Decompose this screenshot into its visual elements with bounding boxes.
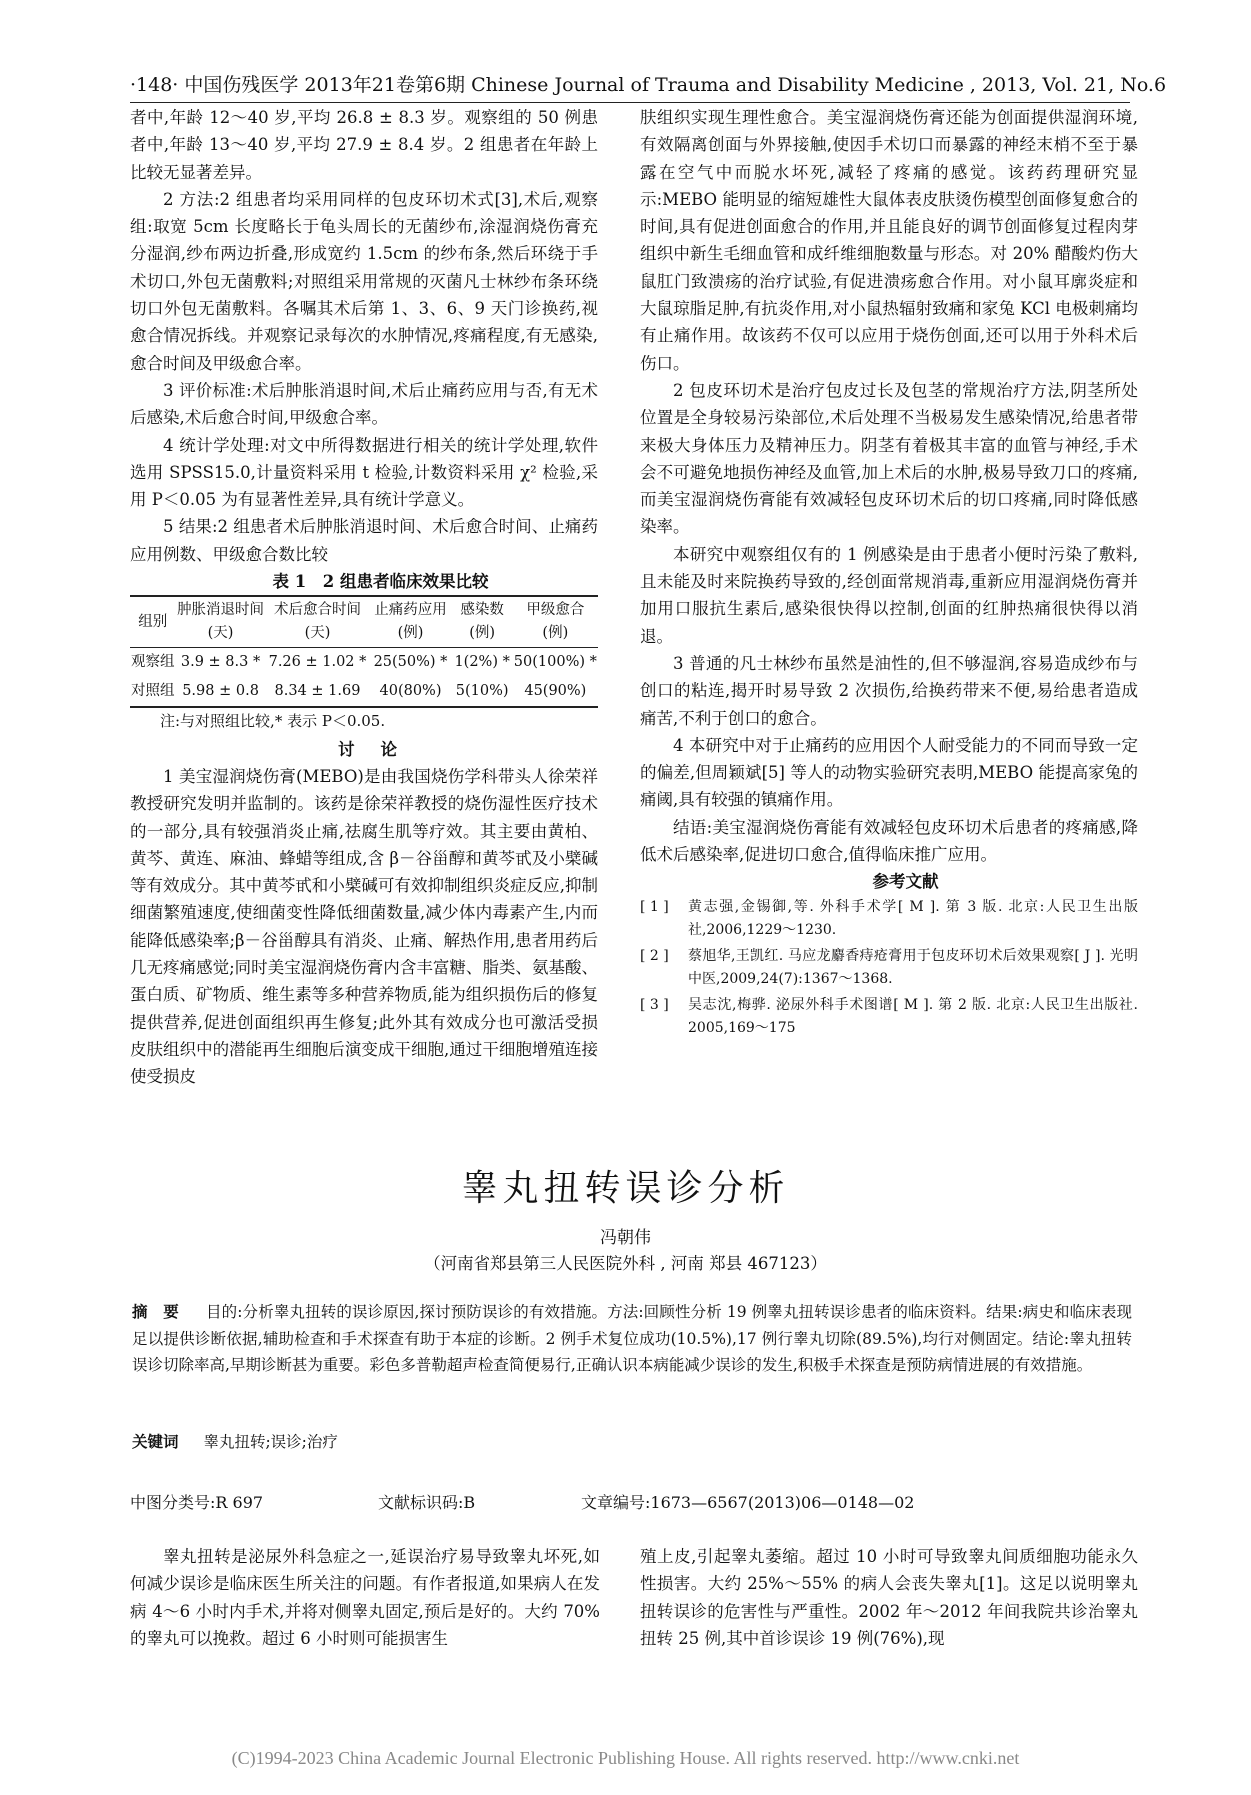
- table-cell: 25(50%) *: [373, 654, 448, 671]
- table-cell: 45(90%): [513, 677, 598, 707]
- reference-item: [640, 945, 1138, 991]
- table-cell: 40(80%): [369, 677, 451, 707]
- table-header: 术后愈合时间(天): [266, 596, 370, 648]
- reference-text: 吴志沈,梅骅. 泌尿外科手术图谱[ M ]. 第 2 版. 北京:人民卫生出版社. 2005,169～175: [688, 996, 1138, 1036]
- paragraph: 3 评价标准:术后肿胀消退时间,术后止痛药应用与否,有无术后感染,术后愈合时间,甲级愈合率。: [130, 380, 598, 428]
- table-cell: 5(10%): [452, 677, 513, 707]
- table-cell: 观察组: [131, 654, 175, 671]
- table-header: 感染数(例): [452, 596, 513, 648]
- header-rule: [130, 102, 1130, 103]
- table-cell: 5.98 ± 0.8: [176, 677, 266, 707]
- keywords-text: 睾丸扭转;误诊;治疗: [203, 1433, 338, 1451]
- left-column: [130, 104, 598, 1091]
- reference-item: [640, 994, 1138, 1040]
- discussion-heading: 讨论: [338, 739, 423, 759]
- article-title: 睾丸扭转误诊分析: [461, 1168, 790, 1209]
- reference-item: [640, 896, 1138, 942]
- reference-text: 黄志强,金锡御,等. 外科手术学[ M ]. 第 3 版. 北京:人民卫生出版社,2006,1229～1230.: [688, 898, 1138, 938]
- abstract-label: 摘 要: [132, 1302, 179, 1321]
- article-body-left: 睾丸扭转是泌尿外科急症之一,延误治疗易导致睾丸坏死,如何减少误诊是临床医生所关注的问题。有作者报道,如果病人在发病 4～6 小时内手术,并将对侧睾丸固定,预后是好的。大约 70% 的睾丸可以挽救。超过 6 小时则可能损害生: [130, 1547, 600, 1648]
- table-cell: 1(2%) *: [454, 654, 510, 671]
- abstract: [132, 1299, 1132, 1379]
- table-header: 组别: [130, 596, 176, 648]
- reference-text: 蔡旭华,王凯红. 马应龙麝香痔疮膏用于包皮环切术后效果观察[ J ]. 光明中医,2009,24(7):1367～1368.: [688, 947, 1138, 987]
- document-code: 文献标识码:B: [378, 1493, 476, 1512]
- paragraph: 1 美宝湿润烧伤膏(MEBO)是由我国烧伤学科带头人徐荣祥教授研究发明并监制的。该药是徐荣祥教授的烧伤湿性医疗技术的一部分,具有较强消炎止痛,祛腐生肌等疗效。其主要由黄柏、黄芩、黄连、麻油、蜂蜡等组成,含 β－谷甾醇和黄芩甙及小檗碱等有效成分。其中黄芩甙和小檗碱可有效抑制组织炎症反应,抑制细菌繁殖速度,使细菌变性降低细菌数量,减少体内毒素产生,内而能降低感染率;β－谷甾醇具有消炎、止痛、解热作用,患者用药后几无疼痛感觉;同时美宝湿润烧伤膏内含丰富糖、脂类、氨基酸、蛋白质、矿物质、维生素等多种营养物质,能为组织损伤后的修复提供营养,促进创面组织再生修复;此外其有效成分也可激活受损皮肤组织中的潜能再生细胞后演变成干细胞,通过干细胞增殖连接使受损皮: [130, 766, 598, 1087]
- table-cell: 8.34 ± 1.69: [266, 677, 370, 707]
- article-body-right: 殖上皮,引起睾丸萎缩。超过 10 小时可导致睾丸间质细胞功能永久性损害。大约 25%～55% 的病人会丧失睾丸[1]。这足以说明睾丸扭转误诊的危害性与严重性。2002 年～2012 年间我院共诊治睾丸扭转 25 例,其中首诊误诊 19 例(76%),现: [640, 1547, 1138, 1648]
- paragraph: 2 方法:2 组患者均采用同样的包皮环切术式[3],术后,观察组:取宽 5cm 长度略长于龟头周长的无菌纱布,涂湿润烧伤膏充分湿润,纱布两边折叠,形成宽约 1.5cm 的纱布条,然后环绕于手术切口,外包无菌敷料;对照组采用常规的灭菌凡士林纱布条环绕切口外包无菌敷料。各嘱其术后第 1、3、6、9 天门诊换药,视愈合情况拆线。并观察记录每次的水肿情况,疼痛程度,有无感染,愈合时间及甲级愈合率。: [130, 189, 598, 373]
- table-cell: 7.26 ± 1.02 *: [268, 654, 367, 671]
- table-row: [130, 677, 598, 707]
- article-affiliation: （河南省郑县第三人民医院外科 , 河南 郑县 467123）: [424, 1254, 827, 1273]
- paragraph: 5 结果:2 组患者术后肿胀消退时间、术后愈合时间、止痛药应用例数、甲级愈合数比较: [130, 517, 598, 564]
- table-note: 注:与对照组比较,* 表示 P＜0.05.: [160, 712, 386, 731]
- reference-number: [ 1 ]: [640, 898, 669, 915]
- paragraph: 肤组织实现生理性愈合。美宝湿润烧伤膏还能为创面提供湿润环境,有效隔离创面与外界接触,使因手术切口而暴露的神经末梢不至于暴露在空气中而脱水坏死,减轻了疼痛的感觉。该药药理研究显示:MEBO 能明显的缩短雄性大鼠体表皮肤烫伤模型创面修复愈合的时间,具有促进创面愈合的作用,并且能良好的调节创面修复过程肉芽组织中新生毛细血管和成纤维细胞数量与形态。对 20% 醋酸灼伤大鼠肛门致溃疡的治疗试验,有促进溃疡愈合作用。对小鼠耳廓炎症和大鼠琼脂足肿,有抗炎作用,对小鼠热辐射致痛和家兔 KCl 电极刺痛均有止痛作用。故该药不仅可以应用于烧伤创面,还可以用于外科术后伤口。: [640, 108, 1138, 373]
- table-caption: 表 1 2 组患者临床效果比较: [272, 572, 489, 592]
- paragraph: 3 普通的凡士林纱布虽然是油性的,但不够湿润,容易造成纱布与创口的粘连,揭开时易导致 2 次损伤,给换药带来不便,易给患者造成痛苦,不利于创口的愈合。: [640, 653, 1138, 728]
- references-heading: 参考文献: [872, 872, 939, 892]
- copyright-footer: (C)1994-2023 China Academic Journal Electronic Publishing House. All rights reserved. http://www.cnki.net: [231, 1748, 1020, 1768]
- reference-number: [ 2 ]: [640, 947, 669, 964]
- table-header-row: [130, 596, 598, 648]
- paragraph: 4 本研究中对于止痛药的应用因个人耐受能力的不同而导致一定的偏差,但周颖斌[5] 等人的动物实验研究表明,MEBO 能提高家兔的痛阈,具有较强的镇痛作用。: [640, 735, 1138, 810]
- table-cell: 50(100%) *: [513, 654, 597, 671]
- table-header: 肿胀消退时间(天): [176, 596, 266, 648]
- table-header: 止痛药应用(例): [369, 596, 451, 648]
- paragraph: 4 统计学处理:对文中所得数据进行相关的统计学处理,软件选用 SPSS15.0,计量资料采用 t 检验,计数资料采用 χ² 检验,采用 P＜0.05 为有显著性差异,具有统计学意义。: [130, 435, 598, 510]
- results-table: [130, 595, 598, 708]
- article-author: 冯朝伟: [600, 1228, 651, 1248]
- table-header: 甲级愈合(例): [513, 596, 598, 648]
- paragraph: 本研究中观察组仅有的 1 例感染是由于患者小便时污染了敷料,且未能及时来院换药导致的,经创面常规消毒,重新应用湿润烧伤膏并加用口服抗生素后,感染很快得以控制,创面的红肿热痛很快得以消退。: [640, 544, 1138, 646]
- table-cell: 对照组: [130, 677, 176, 707]
- article-number: 文章编号:1673—6567(2013)06—0148—02: [581, 1493, 915, 1512]
- paragraph: 2 包皮环切术是治疗包皮过长及包茎的常规治疗方法,阴茎所处位置是全身较易污染部位,术后处理不当极易发生感染情况,给患者带来极大身体压力及精神压力。阴茎有着极其丰富的血管与神经,手术会不可避免地损伤神经及血管,加上术后的水肿,极易导致刀口的疼痛,而美宝湿润烧伤膏能有效减轻包皮环切术后的切口疼痛,同时降低感染率。: [640, 380, 1138, 537]
- clc-number: 中图分类号:R 697: [130, 1493, 264, 1512]
- reference-number: [ 3 ]: [640, 996, 669, 1013]
- table-cell: 3.9 ± 8.3 *: [180, 654, 261, 671]
- table-row: [130, 648, 598, 678]
- abstract-body: 目的:分析睾丸扭转的误诊原因,探讨预防误诊的有效措施。方法:回顾性分析 19 例睾丸扭转误诊患者的临床资料。结果:病史和临床表现足以提供诊断依据,辅助检查和手术探查有助于本症的诊断。2 例手术复位成功(10.5%),17 例行睾丸切除(89.5%),均行对侧固定。结论:睾丸扭转误诊切除率高,早期诊断甚为重要。彩色多普勒超声检查简便易行,正确认识本病能减少误诊的发生,积极手术探查是预防病情进展的有效措施。: [132, 1303, 1132, 1374]
- running-head: ·148· 中国伤残医学 2013年21卷第6期 Chinese Journal of Trauma and Disability Medicine , 2013, Vol. 21, No.6: [130, 74, 1167, 96]
- paragraph: 结语:美宝湿润烧伤膏能有效减轻包皮环切术后患者的疼痛感,降低术后感染率,促进切口愈合,值得临床推广应用。: [640, 817, 1138, 865]
- keywords-label: 关键词: [132, 1432, 179, 1451]
- paragraph: 者中,年龄 12～40 岁,平均 26.8 ± 8.3 岁。观察组的 50 例患者中,年龄 13～40 岁,平均 27.9 ± 8.4 岁。2 组患者在年龄上比较无显著差异。: [130, 108, 598, 182]
- keywords: [132, 1430, 1132, 1452]
- right-column: [640, 104, 1138, 1043]
